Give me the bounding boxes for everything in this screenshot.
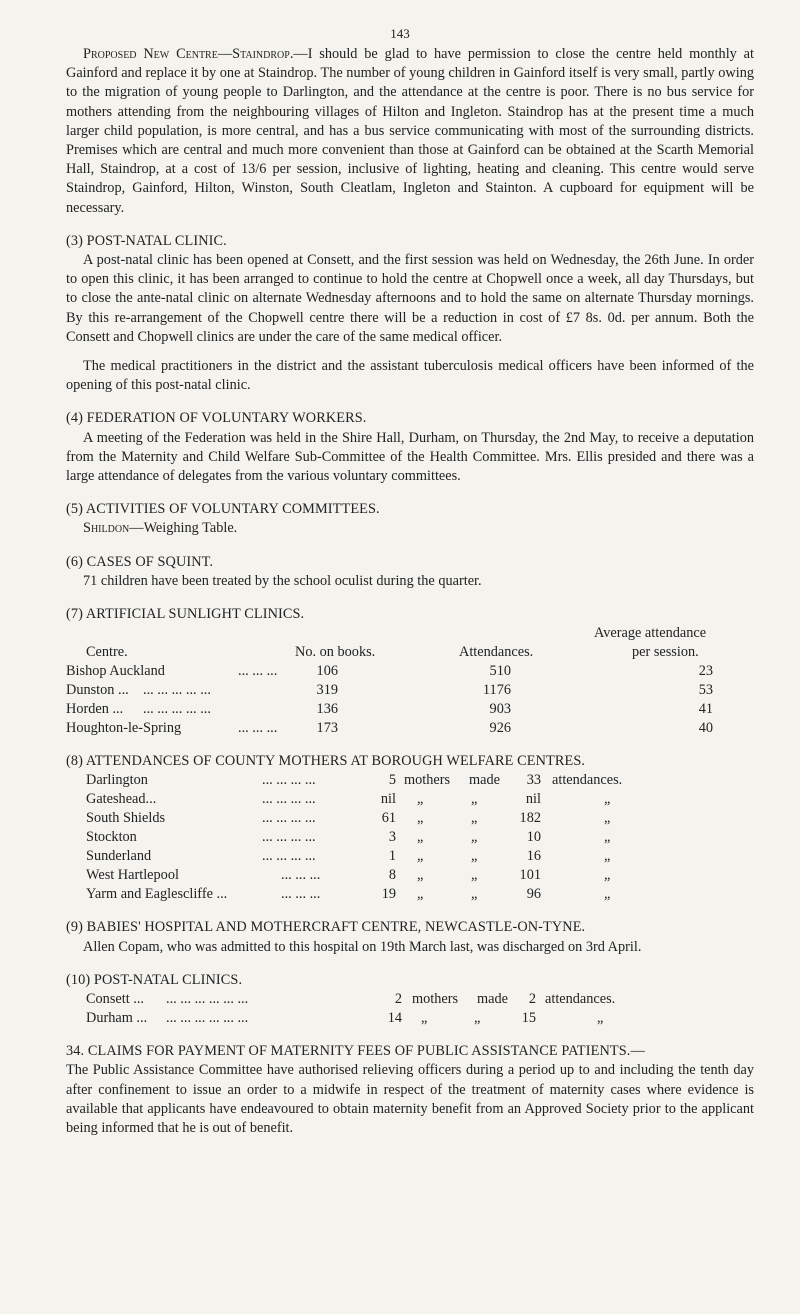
table-row xyxy=(66,866,754,885)
section-federation xyxy=(66,409,754,486)
row-attendances: 16 xyxy=(526,848,541,865)
proposed-centre-heading: Proposed New Centre—Staindrop. xyxy=(83,46,294,62)
section-squint xyxy=(66,553,754,591)
table-row xyxy=(66,990,754,1009)
row-leader-dots: ... ... ... ... ... xyxy=(143,701,211,718)
row-word-1: „ xyxy=(417,810,424,827)
row-word-3: „ xyxy=(604,848,611,865)
row-attendances: 182 xyxy=(519,810,541,827)
section-10-heading: (10) POST-NATAL CLINICS. xyxy=(66,971,243,988)
row-leader-dots: ... ... ... ... xyxy=(262,848,316,865)
row-leader-dots: ... ... ... ... xyxy=(262,810,316,827)
table-row xyxy=(66,719,754,738)
row-books: 173 xyxy=(316,720,338,737)
section-sunlight-clinics xyxy=(66,605,754,738)
proposed-centre-text: —I should be glad to have permission to close the centre held monthly at Gainford and replace it by one at Staindrop. The number of young children in Gainford itself is very small, partly owing to the migration of young people to Darlington, and the attendance at the centre is poor. There is no bus service for mothers attending from the neighbouring villages of Hilton and Ingleton. Staindrop has at the present time a much larger child population, is more central, and has a bus service communicating with most of the surrounding districts. Premises which are central and much more convenient than those at Gainford can be obtained at the Scarth Memorial Hall, Staindrop, at a cost of 13/6 per session, inclusive of lighting, heating and cleaning. This centre would serve Staindrop, Gainford, Hilton, Winston, South Cleatlam, Ingleton and Stainton. A cupboard for equipment will be necessary. xyxy=(66,46,754,216)
row-centre: Bishop Auckland xyxy=(66,663,165,680)
section-8-heading: (8) ATTENDANCES OF COUNTY MOTHERS AT BOROUGH WELFARE CENTRES. xyxy=(66,753,586,770)
row-mothers: 14 xyxy=(387,1010,402,1027)
section-4-heading: (4) FEDERATION OF VOLUNTARY WORKERS. xyxy=(66,410,367,427)
row-word-3: „ xyxy=(604,867,611,884)
table-row xyxy=(66,885,754,904)
section-9-heading: (9) BABIES' HOSPITAL AND MOTHERCRAFT CENTRE, NEWCASTLE-ON-TYNE. xyxy=(66,919,586,936)
row-leader-dots: ... ... ... ... ... ... xyxy=(166,991,249,1008)
post-natal-table xyxy=(66,990,754,1028)
row-word-1: „ xyxy=(417,848,424,865)
row-place: Stockton xyxy=(86,829,137,846)
table-row xyxy=(66,771,754,790)
section-babies-hospital xyxy=(66,918,754,956)
row-word-3: attendances. xyxy=(545,991,616,1008)
row-centre: Dunston ... xyxy=(66,682,129,699)
row-word-1: „ xyxy=(417,867,424,884)
table-row xyxy=(66,700,754,719)
row-word-1: „ xyxy=(417,791,424,808)
row-leader-dots: ... ... ... xyxy=(281,886,321,903)
row-mothers: 2 xyxy=(394,991,402,1008)
row-average: 23 xyxy=(698,663,713,680)
row-attendances: 101 xyxy=(519,867,541,884)
row-leader-dots: ... ... ... xyxy=(238,663,278,680)
section-7-heading: (7) ARTIFICIAL SUNLIGHT CLINICS. xyxy=(66,606,305,623)
row-word-3: attendances. xyxy=(552,772,623,789)
section-5-item xyxy=(66,519,754,538)
row-attendances: 15 xyxy=(521,1010,536,1027)
sunlight-table-header-2 xyxy=(66,643,754,662)
sunlight-table xyxy=(66,624,754,738)
section-maternity-fees xyxy=(66,1042,754,1138)
row-word-3: „ xyxy=(604,810,611,827)
section-3-paragraph-2: The medical practitioners in the district and the assistant tuberculosis medical officers have been informed of the opening of this post-natal clinic. xyxy=(66,358,754,394)
row-word-2: „ xyxy=(471,848,478,865)
section-6-heading: (6) CASES OF SQUINT. xyxy=(66,553,214,570)
section-5-heading: (5) ACTIVITIES OF VOLUNTARY COMMITTEES. xyxy=(66,501,380,518)
row-attendances: 2 xyxy=(528,991,536,1008)
row-mothers: 5 xyxy=(388,772,396,789)
col-avg-heading-2: per session. xyxy=(632,644,699,661)
row-word-1: „ xyxy=(417,886,424,903)
table-row xyxy=(66,809,754,828)
section-6-paragraph: 71 children have been treated by the school oculist during the quarter. xyxy=(83,572,482,589)
row-place: West Hartlepool xyxy=(86,867,179,884)
section-post-natal-clinics xyxy=(66,971,754,1028)
section-post-natal-clinic xyxy=(66,232,754,396)
section-voluntary-committees xyxy=(66,500,754,538)
col-books-heading: No. on books. xyxy=(295,644,376,661)
row-word-2: „ xyxy=(471,886,478,903)
row-word-2: „ xyxy=(471,829,478,846)
row-place: South Shields xyxy=(86,810,166,827)
row-word-3: „ xyxy=(604,791,611,808)
row-centre: Horden ... xyxy=(66,701,124,718)
row-place: Sunderland xyxy=(86,848,152,865)
row-mothers: 1 xyxy=(388,848,396,865)
row-attendances: 96 xyxy=(526,886,541,903)
section-4-paragraph: A meeting of the Federation was held in the Shire Hall, Durham, on Thursday, the 2nd May, to receive a deputation from the Maternity and Child Welfare Sub-Committee of the Health Committee. Mrs. Ellis presided and there was a large attendance of delegates from the various voluntary committees. xyxy=(66,429,754,485)
section-3-paragraph-1: A post-natal clinic has been opened at Consett, and the first session was held on Wednesday, the 26th June. In order to open this clinic, it has been arranged to continue to hold the centre at Chopwell once a week, all day Thursdays, but to close the ante-natal clinic on alternate Wednesday afternoons and to hold the same on alternate Thursday mornings. By this re-arrangement of the Chopwell centre there will be a reduction in cost of £7 8s. 0d. per annum. Both the Consett and Chopwell clinics are under the care of the same medical officer. xyxy=(66,252,754,345)
row-books: 319 xyxy=(316,682,338,699)
row-attendances: nil xyxy=(525,791,541,808)
row-attendances: 926 xyxy=(489,720,511,737)
col-attendances-heading: Attendances. xyxy=(459,644,534,661)
county-mothers-table xyxy=(66,771,754,904)
table-row xyxy=(66,662,754,681)
section-9-paragraph: Allen Copam, who was admitted to this hospital on 19th March last, was discharged on 3rd April. xyxy=(83,938,642,955)
sunlight-table-header-1 xyxy=(66,624,754,643)
col-avg-heading-1: Average attendance xyxy=(594,625,707,642)
row-attendances: 1176 xyxy=(482,682,511,699)
row-place: Consett ... xyxy=(86,991,144,1008)
table-row xyxy=(66,790,754,809)
row-leader-dots: ... ... ... ... ... xyxy=(143,682,211,699)
row-attendances: 510 xyxy=(489,663,511,680)
row-attendances: 10 xyxy=(526,829,541,846)
row-word-1: mothers xyxy=(404,772,451,789)
section-34-paragraph: The Public Assistance Committee have authorised relieving officers during a period up to and including the tenth day after confinement to issue an order to a midwife in respect of the treatment of maternity cases where evidence is available that applicants have endeavoured to obtain maternity benefit from an Approved Society prior to the applicant being informed that he is out of benefit. xyxy=(66,1062,754,1136)
row-word-2: made xyxy=(477,991,508,1008)
row-place: Durham ... xyxy=(86,1010,148,1027)
row-word-2: „ xyxy=(471,810,478,827)
row-mothers: 8 xyxy=(388,867,396,884)
table-row xyxy=(66,847,754,866)
row-word-3: „ xyxy=(604,886,611,903)
section-5-item-text: —Weighing Table. xyxy=(129,520,238,537)
row-leader-dots: ... ... ... ... ... ... xyxy=(166,1010,249,1027)
row-books: 106 xyxy=(316,663,338,680)
page-number: 143 xyxy=(390,26,410,41)
row-attendances: 33 xyxy=(526,772,541,789)
row-mothers: 3 xyxy=(388,829,396,846)
col-centre-heading: Centre. xyxy=(86,644,128,661)
row-average: 53 xyxy=(698,682,713,699)
row-word-2: made xyxy=(469,772,500,789)
table-row xyxy=(66,681,754,700)
row-books: 136 xyxy=(316,701,338,718)
row-word-2: „ xyxy=(471,867,478,884)
proposed-centre-paragraph xyxy=(66,45,754,218)
row-leader-dots: ... ... ... xyxy=(281,867,321,884)
row-word-3: „ xyxy=(604,829,611,846)
row-average: 40 xyxy=(698,720,713,737)
row-leader-dots: ... ... ... ... xyxy=(262,772,316,789)
row-mothers: 19 xyxy=(381,886,396,903)
row-leader-dots: ... ... ... ... xyxy=(262,791,316,808)
row-word-1: „ xyxy=(417,829,424,846)
table-row xyxy=(66,828,754,847)
row-place: Darlington xyxy=(86,772,148,789)
row-leader-dots: ... ... ... ... xyxy=(262,829,316,846)
row-word-1: mothers xyxy=(412,991,459,1008)
row-mothers: 61 xyxy=(381,810,396,827)
section-34-heading: 34. CLAIMS FOR PAYMENT OF MATERNITY FEES OF PUBLIC ASSISTANCE PATIENTS.— xyxy=(66,1043,645,1060)
row-word-1: „ xyxy=(421,1010,428,1027)
section-county-mothers xyxy=(66,752,754,904)
row-place: Gateshead... xyxy=(86,791,157,808)
row-word-3: „ xyxy=(597,1010,604,1027)
row-attendances: 903 xyxy=(489,701,511,718)
section-3-heading: (3) POST-NATAL CLINIC. xyxy=(66,232,227,249)
row-word-2: „ xyxy=(474,1010,481,1027)
row-centre: Houghton-le-Spring xyxy=(66,720,182,737)
row-word-2: „ xyxy=(471,791,478,808)
page-content xyxy=(66,45,754,1138)
row-leader-dots: ... ... ... xyxy=(238,720,278,737)
section-5-place: Shildon xyxy=(83,520,130,537)
row-average: 41 xyxy=(698,701,713,718)
row-mothers: nil xyxy=(380,791,396,808)
table-row xyxy=(66,1009,754,1028)
row-place: Yarm and Eaglescliffe ... xyxy=(86,886,228,903)
